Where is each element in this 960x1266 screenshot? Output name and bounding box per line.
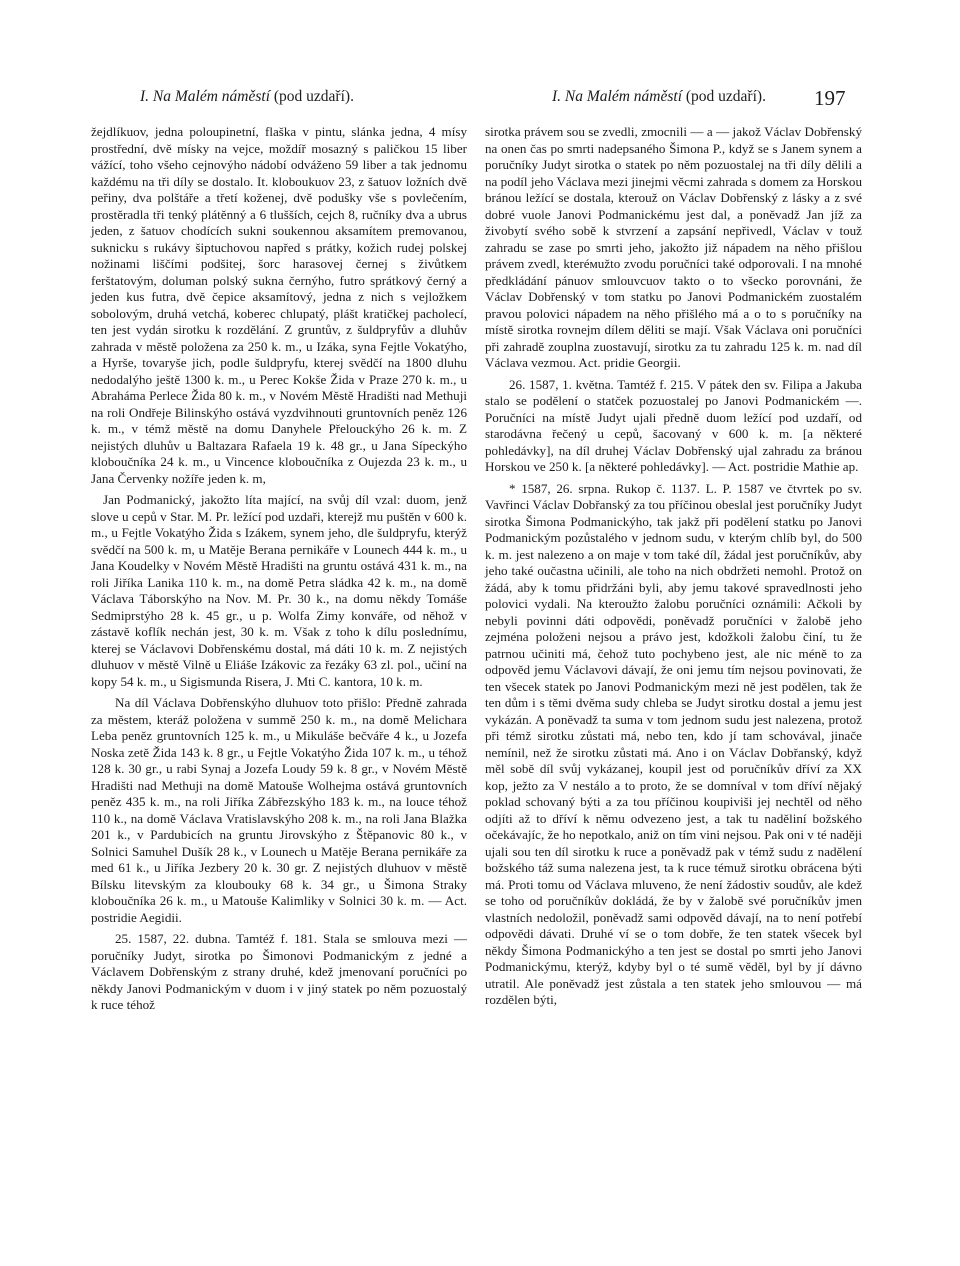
running-header-left-title: I. Na Malém náměstí [140, 88, 271, 105]
running-header-left [140, 88, 354, 112]
running-header-right-suffix: (pod uzdaří). [685, 88, 766, 105]
page-number: 197 [814, 86, 846, 110]
paragraph-entry-1587-august: * 1587, 26. srpna. Rukop č. 1137. L. P. 1587 ve čtvrtek po sv. Vavřinci Václav Dobřanský za tou příčinou obeslal jest poručníky Judyt sirotka Šimona Podmanickýho, tak jakž při podělení statku po Janovi Podmanickým pozůstalého v jednom sudu, v kterým chlíb byl, do 500 k. m. jest nalezeno a on maje v tom také díl, žádal jest poručníkův, aby jeho také oučastna učinili, ale toho na nich obdržeti nemohl. Protož on žádá, aby k tomu přidržáni byli, aby jemu takové spravedlnosti jeho polovici vydali. Na kteroužto žalobu poručníci oznámili: Ačkoli by nebyli povinni dáti odpovědi, poněvadž poručníci v žalobě jeho zejména položeni nejsou a právo jest, kdožkoli žalobu činí, tu že patrnou učiniti má, čehož tuto pochybeno jest, ale nic méně to za odpověd jemu Václavovi dávají, že oni jemu tím nejsou povinovati, že ten všecek statek po Janovi Podmanickým mezi ně jest podělen, tak že ten dům i s těmi dvěma sudy chleba se Judyt sirotku dostal a jemu jest vykázán. A poněvadž ta suma v tom jednom sudu jest nalezena, protož při témž sirotku zůstati má, nebo ten, kdo jí tam schovával, jinače nemínil, než že sirotku zůstati má. Ano i on Václav Dobřanský, když měl sobě díl svůj vykázanej, koupil jest od poručníkův dříví za XX kop, ježto za V nestálo a to proto, že se domníval v tom dříví nějaký poklad schovaný býti a za tou příčinou koupiviši jej nechtěl od něho odjíti až to dříví k němu odvezeno jest, a tak tu naděliní božského očekávajíc, že ho nepotkalo, aniž on tím vini nejsou. Pak oni v té naději ujali sou ten díl sirotku k ruce a poněvadž pak v témž sudu z nadělení božského táž suma nalezena jest, ta k ruce témuž sirotku obrácena býti má. Proti tomu od Václava mluveno, že není žádostiv soudův, ale kdež se toho od poručníkův dokládá, že by v žalobě své poručníkův jmen vlastních nedoložil, poněvadž sami odpověd dávají, na to není potřebí odpovědi dávati. Druhé ví se o tom dobře, že ten statek všecek byl někdy Šimona Podmanickýho a ten jest se dostal po smrti jeho Janovi Podmanickýmu, kterýž, kdyby byl o té sumě věděl, byl by jí dávno utratil. Ale poněvadž jest zůstala a ten statek jeho smlouvou — má rozdělen býti, [485, 480, 862, 1007]
paragraph-jan-podmanicky-share: Jan Podmanický, jakožto líta mající, na svůj díl vzal: duom, jenž slove u cepů v Star. M. Pr. ležící pod uzdaři, kterejž mu puštěn v 600 k. m., u Fejtle Vokatýho Žida s Izákem, synem jeho, dle šuldpryfu, kterýž svědčí na 500 k. m, u Matěje Berana pernikáře v Lounech 444 k. m., u Jana Koudelky v Novém Městě Hradišti na gruntu ostává 431 k. m., na roli Jiříka Lanika 110 k. m., na domě Petra sládka 42 k. m., na domě Václava Táborskýho na Nov. M. Pr. 30 k., na domu někdy Tomáše Sedmiprstýho 28 k. 45 gr., u p. Wolfa Zimy konváře, od něhož v zástavě koflík nechán jest, 30 k. m. Však z toho k dílu poslednímu, kterej se Václavovi Dobřenskému dostal, má dáti 10 k. m. Z nejistých dluhuov v městě Vilně u Eliáše Izákovic za řezáky 63 zl. pol., učiní na kopy 54 k. m., u Sigismunda Risera, J. Mti C. kantora, 10 k. m. [91, 492, 467, 689]
paragraph-entry-25: 25. 1587, 22. dubna. Tamtéž f. 181. Stala se smlouva mezi — poručníky Judyt, sirotka po Šimonovi Podmanickým z jedné a Václavem Dobřenským z strany druhé, kdež jmenovaní poručníci po někdy Janovi Podmanickým v duom i v jiný statek po něm pozuostalý k ruce téhož [91, 931, 467, 1012]
paragraph-entry-25-continued: sirotka právem sou se zvedli, zmocnili — a — jakož Václav Dobřenský na onen čas po smrti nadepsaného Šimona P., když se s Janem synem a poručníky Judyt sirotka o statek po něm pozuostalej na tři díly dělili a na podíl jeho Václava mezi jinejmi věcmi zahrada s domem za Horskou bránou ležící se dostala, kterouž on Václav Dobřenský z lásky a z své dobré vuole Janovi Podmanickému jest dal, a poněvadž Jan jíž za živobytí svého sobě k stvrzení a zapsání nepřivedl, Václav v touž zahradu se zase po smrti jeho, jakožto již nápadem na něho přišlou právem zvedl, kteréмužto zvodu poručníci také odporovali. I na mnohé předkládání pánuov smlouvcuov takto o to všecko porovnáni, že Václav Dobřenský v tom statku po Janovi Podmanickém zuostalém pravou polovici nápadem na něho přišlého má a o to s poručníky na místě sirotka rovnejm dílem děliti se mají. Však Václava oni poručníci při zahradě zouplna zuostavují, sirotku za tu zahradu 125 k. m. nad díl Václava vezmou. Act. pridie Georgii. [485, 124, 862, 370]
running-header-right [552, 88, 766, 112]
running-header-right-title: I. Na Malém náměstí [552, 88, 683, 105]
running-header-left-suffix: (pod uzdaří). [273, 88, 354, 105]
paragraph-vaclav-dobrensky-share: Na díl Václava Dobřenskýho dluhuov toto přišlo: Předně zahrada za městem, kteráž položena v summě 250 k. m., na domě Melichara Leba peněz gruntovních 125 k. m., u Mikuláše bečváře 4 k., u Jozefa Noska zetě Žida 143 k. 8 gr., u Fejtle Vokatýho Žida 107 k. m., u téhož 128 k. 30 gr., u rabi Synaj a Jozefa Loudy 59 k. 8 gr., v Novém Městě Hradišti nad Methuji na domě Matouše Wolhejma ostává gruntovních peněz 435 k. m., na roli Jiříka Zábřezskýho 183 k. m., na louce téhož 110 k., na domě Václava Vratislavskýho 208 k. m., na roli Jana Blažka 201 k., v Pardubicích na gruntu Jirovskýho z Štěpanovic 80 k., v Solnici Samuhel Dušík 28 k., v Lounech u Matěje Berana pernikáře za med 61 k., u Jiříka Jezbery 20 k. 30 gr. Z nejistých dluhuov v městě Bílsku litevským za kloubouky 68 k. 34 gr., u Šimona Straky kloboučníka 26 k. m., u Matouše Kalimliky v Solnici 30 k. m. — Act. postridie Aegidii. [91, 695, 467, 925]
paragraph-inventory-continued: žejdlíkuov, jedna poloupinetní, flaška v pintu, slánka jedna, 4 mísy prostřední, dvě mísky na vejce, moždíř mosazný s paličkou 15 liber vážící, toho všeho cejnovýho nádobí odváženo 59 liber a tak jednomu každému na tři díly se dostalo. It. kloboukuov 23, z šatuov ložních dvě peřiny, dva polštáře a třetí koženej, dvě podušky vše s povlečením, prostěradla tři tenký plátěnný a 6 tlušších, cejch 8, ručníky dva a ubrus jeden, z šatuov chodících sukni soukennou aksamítem premovanou, suknicku s rukávy šiptuchovou napřed s prátky, kožich rudej polskej nožinami liščími podšitej, šorc harasovej černej s živůtkem ferštatovým, doluman polský sukna černýho, futro sprátkový černý a jeden kus futra, dvě čepice aksamítový, jedna z nich s vejložkem sobolovým, druhá vetchá, koberec chlupatý, plášt kratičkej pacholecí, ten jest vydán sirotku k rozdělání. Z gruntův, z šuldpryfův a dluhův zahrada v městě položena za 250 k. m., u Izáka, syna Fejtle Vokatýho, a Hyrše, tovaryše jich, podle šuldpryfu, kterej svědčí na 1800 dluhu nedodalýho ještě 1300 k. m., u Perec Kokše Žida v Praze 270 k. m., u Abraháma Perlece Žida 80 k. m., v Novém Městě Hradišti nad Methuji na roli Ondřeje Bilinskýho ostává vyzdvihnouti gruntovních peněz 126 k. m., v témž městě na domu Danyhele Přelouckýho 26 k. m. Z nejistých dluhův u Baltazara Rafaela 19 k. 48 gr., u Jana Sípeckýho kloboučníka 24 k. m., u Vincence kloboučníka z Oujezda 23 k. m., u Jana Červenky nožíře jeden k. m, [91, 124, 467, 486]
left-column [91, 124, 467, 1014]
right-column [485, 124, 862, 1009]
paragraph-entry-26: 26. 1587, 1. května. Tamtéž f. 215. V pátek den sv. Filipa a Jakuba stalo se podělení o statček pozuostalej po Janovi Podmanickém —. Poručníci na místě Judyt ujali předně duom ležící pod uzdaří, od starodávna řečený u cepů, šacovaný v 600 k. m. [a některé pohledávky], na díl druhej Václav Dobřenský ujal zahradu za bránou Horskou ve 250 k. [a některé pohledávky]. — Act. postridie Mathie ap. [485, 376, 862, 474]
